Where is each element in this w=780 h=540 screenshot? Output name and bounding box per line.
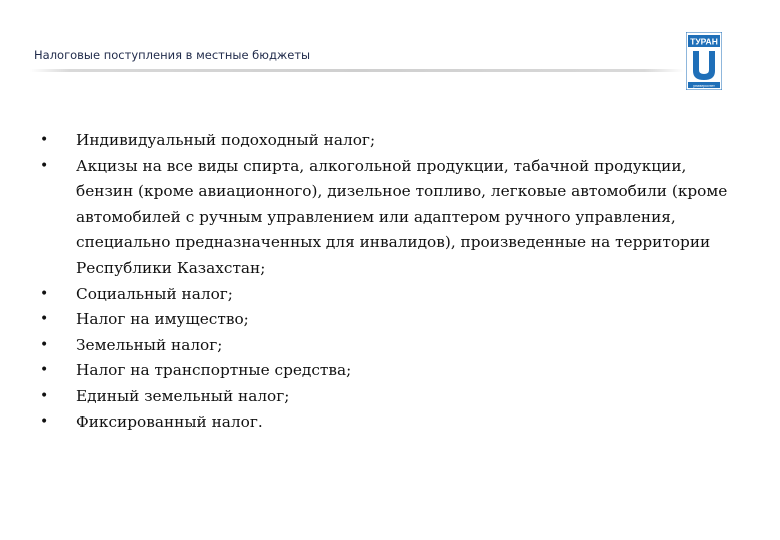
- list-item-text: Единый земельный налог;: [76, 386, 290, 405]
- list-item: [40, 154, 740, 282]
- list-item-text: Налог на имущество;: [76, 310, 249, 329]
- list-item: [40, 358, 740, 384]
- tax-list: [40, 128, 740, 435]
- title-divider: [30, 69, 684, 72]
- list-item-text: Фиксированный налог.: [76, 412, 263, 431]
- slide-title: Налоговые поступления в местные бюджеты: [34, 48, 311, 62]
- bullet-icon: •: [40, 413, 49, 430]
- bullet-icon: •: [40, 362, 49, 379]
- logo-top-text: ТУРАН: [690, 36, 718, 47]
- list-item-text: Социальный налог;: [76, 284, 233, 303]
- list-item: [40, 128, 740, 154]
- bullet-icon: •: [40, 157, 49, 174]
- list-item: [40, 410, 740, 436]
- list-item: [40, 384, 740, 410]
- list-item-text: Акцизы на все виды спирта, алкогольной продукции, табачной продукции, бензин (кроме авиационного), дизельное топливо, легковые автомобили (кроме автомобилей с ручным управлением или адаптером ручного управления, специально предназначенных для инвалидов), произведенные на территории Республики Казахстан;: [76, 156, 728, 277]
- list-item: [40, 333, 740, 359]
- list-item-text: Земельный налог;: [76, 335, 223, 354]
- list-item-text: Индивидуальный подоходный налог;: [76, 131, 376, 149]
- logo-bottom-text: университет: [693, 84, 715, 88]
- list-item: [40, 307, 740, 333]
- bullet-icon: •: [40, 336, 49, 353]
- bullet-icon: •: [40, 387, 49, 404]
- bullet-icon: •: [40, 311, 49, 328]
- list-item: [40, 282, 740, 308]
- turan-logo: [686, 32, 722, 90]
- bullet-icon: •: [40, 285, 49, 302]
- list-item-text: Налог на транспортные средства;: [76, 361, 352, 380]
- bullet-icon: •: [40, 132, 49, 148]
